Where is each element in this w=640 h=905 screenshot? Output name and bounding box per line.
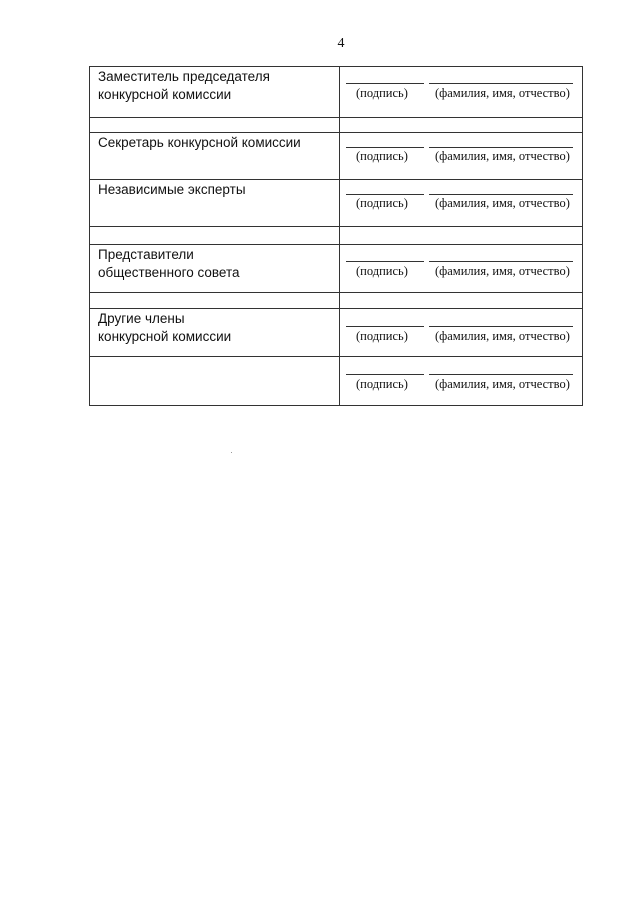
signature-row-independent-experts <box>90 180 583 227</box>
signature-table <box>89 66 583 406</box>
signature-row-blank <box>90 357 583 406</box>
signature-row-public-council <box>90 245 583 293</box>
role-label: Другие члены конкурсной комиссии <box>98 311 232 344</box>
signature-row-secretary <box>90 133 583 180</box>
role-cell <box>90 133 340 180</box>
role-label: Представители общественного совета <box>98 247 240 280</box>
signature-line <box>346 261 424 262</box>
name-caption: (фамилия, имя, отчество) <box>435 377 570 391</box>
signature-cell <box>340 133 583 180</box>
spacer-row <box>90 118 583 133</box>
signature-caption: (подпись) <box>356 196 408 210</box>
role-cell <box>90 180 340 227</box>
signature-caption: (подпись) <box>356 377 408 391</box>
signature-caption: (подпись) <box>356 149 408 163</box>
role-cell <box>90 309 340 357</box>
signature-row-other-members <box>90 309 583 357</box>
name-line <box>429 374 573 375</box>
page-number: 4 <box>337 36 345 51</box>
signature-cell <box>340 67 583 118</box>
signature-caption: (подпись) <box>356 86 408 100</box>
signature-row-deputy-chairman <box>90 67 583 118</box>
signature-line <box>346 194 424 195</box>
role-label: Заместитель председателя конкурсной комиссии <box>98 69 270 102</box>
signature-caption: (подпись) <box>356 329 408 343</box>
signature-line <box>346 326 424 327</box>
name-caption: (фамилия, имя, отчество) <box>435 264 570 278</box>
name-caption: (фамилия, имя, отчество) <box>435 149 570 163</box>
signature-cell <box>340 357 583 406</box>
name-line <box>429 83 573 84</box>
spacer-row <box>90 227 583 245</box>
signature-caption: (подпись) <box>356 264 408 278</box>
name-line <box>429 326 573 327</box>
signature-line <box>346 83 424 84</box>
signature-cell <box>340 245 583 293</box>
role-label: Секретарь конкурсной комиссии <box>98 135 301 150</box>
name-caption: (фамилия, имя, отчество) <box>435 86 570 100</box>
signature-cell <box>340 180 583 227</box>
role-cell <box>90 357 340 406</box>
role-cell <box>90 67 340 118</box>
name-caption: (фамилия, имя, отчество) <box>435 196 570 210</box>
role-label: Независимые эксперты <box>98 182 246 197</box>
signature-line <box>346 147 424 148</box>
name-line <box>429 194 573 195</box>
spacer-row <box>90 293 583 309</box>
name-line <box>429 261 573 262</box>
signature-cell <box>340 309 583 357</box>
name-caption: (фамилия, имя, отчество) <box>435 329 570 343</box>
role-cell <box>90 245 340 293</box>
signature-line <box>346 374 424 375</box>
scan-speck <box>231 452 232 453</box>
name-line <box>429 147 573 148</box>
role-label <box>90 357 339 358</box>
